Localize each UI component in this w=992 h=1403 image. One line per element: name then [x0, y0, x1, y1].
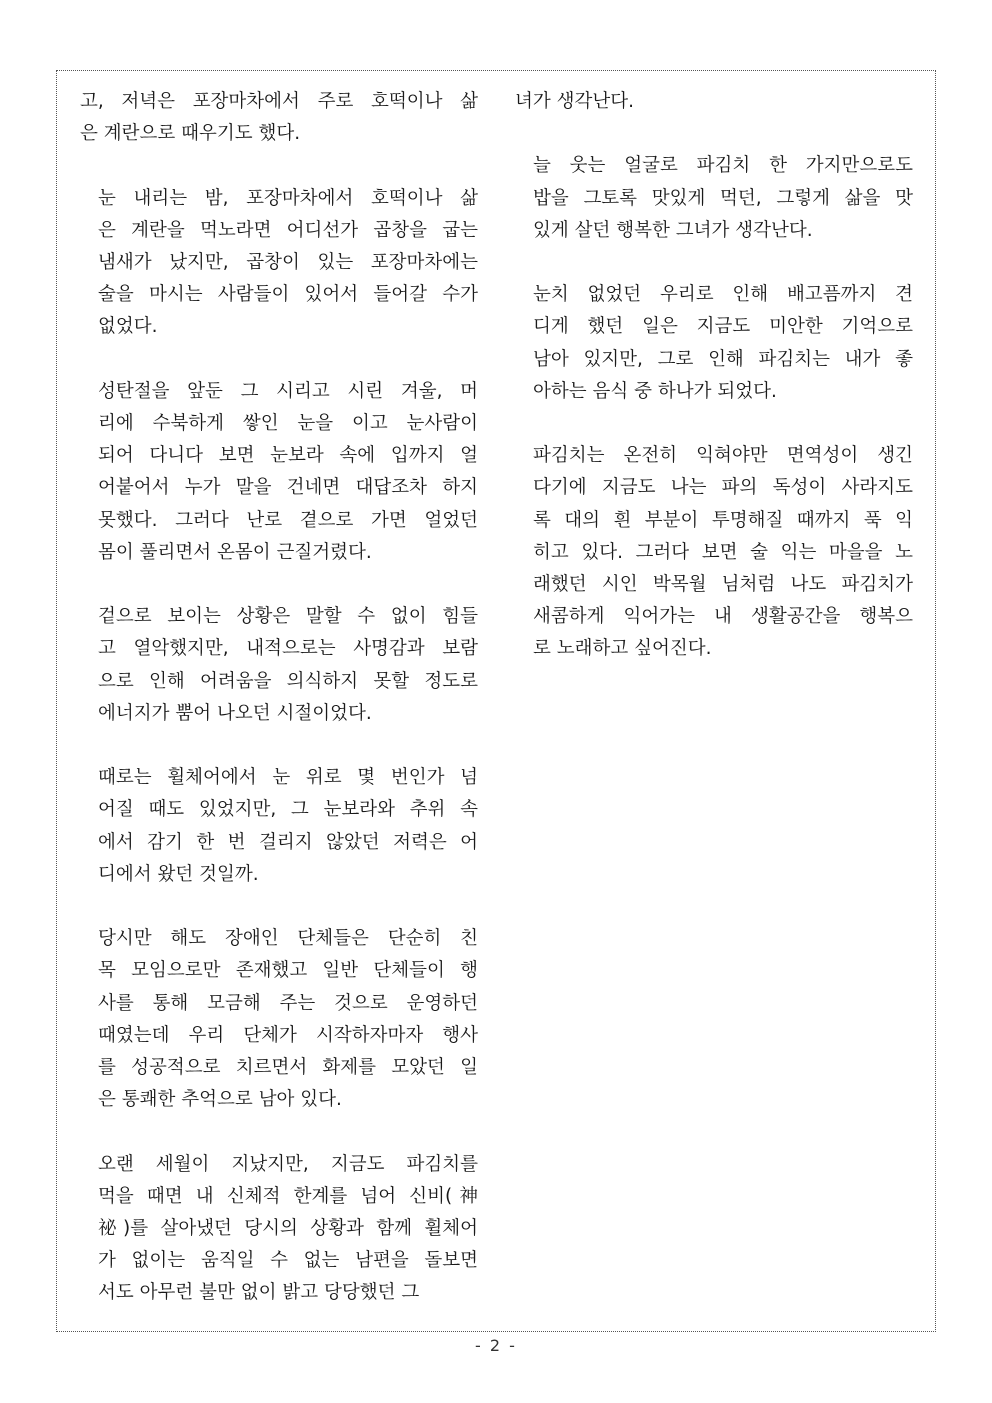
page-number: - 2 - [475, 1336, 517, 1355]
text-line: 때로는 휠체어에서 눈 위로 몇 번인가 넘 [98, 767, 478, 789]
text-line: 술을 마시는 사람들이 있어서 들어갈 수가 [98, 284, 478, 306]
left-paragraph [80, 1149, 478, 1310]
text-line: 먹을 때면 내 신체적 한계를 넘어 신비(神 [98, 1185, 478, 1207]
text-line: 눈 내리는 밤, 포장마차에서 호떡이나 삶 [98, 187, 478, 209]
text-line: 냄새가 났지만, 곱창이 있는 포장마차에는 [98, 252, 478, 273]
text-line: 사를 통해 모금해 주는 것으로 운영하던 [98, 992, 478, 1014]
left-paragraph [80, 762, 478, 891]
text-line: 어붙어서 누가 말을 건네면 대답조차 하지 [98, 477, 478, 499]
text-line: 파김치는 온전히 익혀야만 면역성이 생긴 [533, 445, 913, 467]
text-line: 에너지가 뿜어 나오던 시절이었다. [98, 702, 372, 724]
right-paragraph [515, 440, 913, 665]
text-line: 목 모임으로만 존재했고 일반 단체들이 행 [98, 960, 478, 982]
text-line: 새콤하게 익어가는 내 생활공간을 행복으 [533, 606, 913, 628]
text-line: 히고 있다. 그러다 보면 술 익는 마을을 노 [533, 541, 913, 563]
right-column [515, 86, 913, 698]
text-line: 록 대의 흰 부분이 투명해질 때까지 푹 익 [533, 509, 913, 531]
text-line: 당시만 해도 장애인 단체들은 단순히 친 [98, 928, 478, 950]
text-line: 눈치 없었던 우리로 인해 배고픔까지 견 [533, 284, 913, 306]
text-line: 으로 인해 어려움을 의식하지 못할 정도로 [98, 670, 478, 692]
text-line: 있게 살던 행복한 그녀가 생각난다. [533, 219, 813, 241]
text-line: 녀가 생각난다. [515, 91, 634, 112]
text-line: 은 통쾌한 추억으로 남아 있다. [98, 1089, 342, 1111]
left-paragraph [80, 183, 478, 344]
text-line: 어질 때도 있었지만, 그 눈보라와 추위 속 [98, 799, 478, 821]
right-paragraph [515, 150, 913, 247]
text-line: 아하는 음식 중 하나가 되었다. [533, 380, 777, 402]
text-line: 고 열악했지만, 내적으로는 사명감과 보람 [98, 638, 478, 660]
text-line: 디에서 왔던 것일까. [98, 863, 259, 885]
left-column [80, 86, 478, 1342]
text-line: 가 없이는 움직일 수 없는 남편을 돌보면 [98, 1250, 478, 1272]
text-line: 밥을 그토록 맛있게 먹던, 그렇게 삶을 맛 [533, 187, 913, 209]
text-line: 되어 다니다 보면 눈보라 속에 입까지 얼 [98, 445, 478, 467]
left-paragraph [80, 86, 478, 150]
text-line: 에서 감기 한 번 걸리지 않았던 저력은 어 [98, 831, 478, 853]
text-line: 다기에 지금도 나는 파의 독성이 사라지도 [533, 477, 913, 499]
text-line: 몸이 풀리면서 온몸이 근질거렸다. [98, 541, 372, 563]
text-line: 오랜 세월이 지났지만, 지금도 파김치를 [98, 1153, 478, 1175]
left-paragraph [80, 376, 478, 569]
text-line: 로 노래하고 싶어진다. [533, 638, 712, 660]
left-paragraph [80, 601, 478, 730]
text-line: 리에 수북하게 쌓인 눈을 이고 눈사람이 [98, 413, 478, 434]
text-line: 겉으로 보이는 상황은 말할 수 없이 힘들 [98, 606, 478, 628]
text-line: 은 계란을 먹노라면 어디선가 곱창을 굽는 [98, 219, 478, 241]
text-line: 서도 아무런 불만 없이 밝고 당당했던 그 [98, 1282, 420, 1304]
left-paragraph [80, 923, 478, 1116]
text-line: 祕)를 살아냈던 당시의 상황과 함께 휠체어 [98, 1218, 478, 1240]
text-line: 성탄절을 앞둔 그 시리고 시린 겨울, 머 [98, 380, 478, 402]
text-line: 디게 했던 일은 지금도 미안한 기억으로 [533, 316, 913, 338]
text-line: 래했던 시인 박목월 님처럼 나도 파김치가 [533, 574, 913, 595]
text-line: 를 성공적으로 치르면서 화제를 모았던 일 [98, 1057, 478, 1079]
text-line: 때였는데 우리 단체가 시작하자마자 행사 [98, 1024, 478, 1046]
text-line: 없었다. [98, 316, 158, 338]
text-line: 남아 있지만, 그로 인해 파김치는 내가 좋 [533, 348, 913, 370]
text-line: 고, 저녁은 포장마차에서 주로 호떡이나 삶 [80, 91, 478, 112]
right-paragraph [515, 279, 913, 408]
right-paragraph [515, 86, 913, 118]
text-line: 늘 웃는 얼굴로 파김치 한 가지만으로도 [533, 155, 913, 177]
text-line: 은 계란으로 때우기도 했다. [80, 123, 301, 145]
text-line: 못했다. 그러다 난로 곁으로 가면 얼었던 [98, 509, 478, 531]
